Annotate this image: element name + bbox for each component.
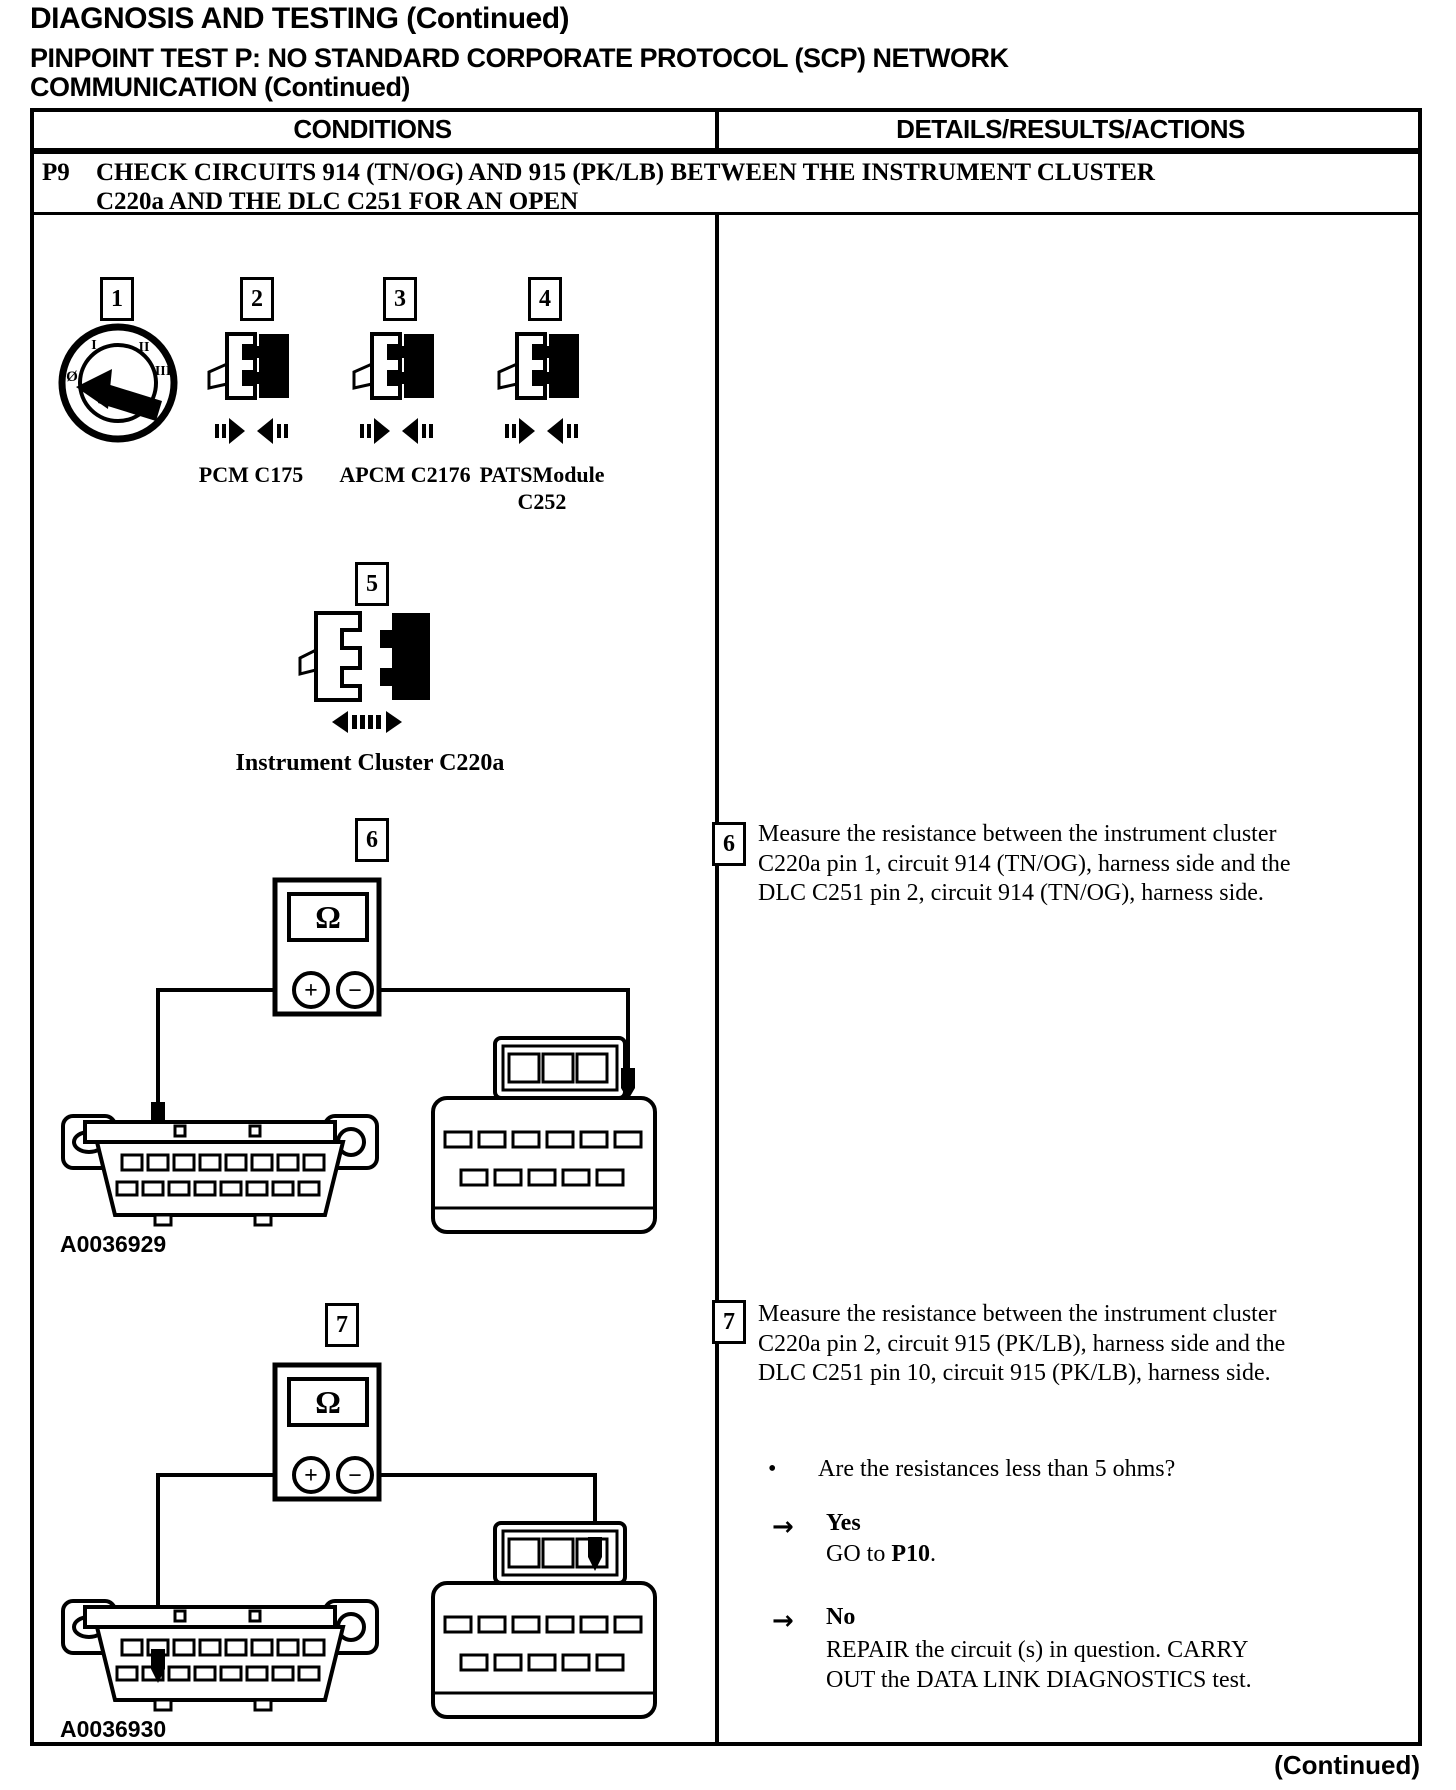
ignition-position-3: III bbox=[154, 364, 172, 379]
dlc-connector bbox=[63, 1601, 377, 1710]
continued-footer: (Continued) bbox=[1274, 1750, 1420, 1780]
pats-connector-label-line1: PATSModule bbox=[479, 462, 605, 487]
step-7-instruction: Measure the resistance between the instrument cluster C220a pin 2, circuit 915 (PK/LB), harness side and the DLC C251 pin 10, circuit 915 (PK/LB), harness side. bbox=[758, 1301, 1286, 1386]
question-bullet: • bbox=[768, 1456, 777, 1482]
cluster-connector bbox=[433, 1523, 655, 1717]
ignition-position-1: I bbox=[91, 338, 97, 353]
callout-4-pats: 4 bbox=[528, 277, 562, 321]
pats-connector-icon bbox=[497, 320, 587, 450]
minus-symbol: − bbox=[348, 978, 362, 1004]
minus-symbol: − bbox=[348, 1463, 362, 1489]
details-results-actions-header: DETAILS/RESULTS/ACTIONS bbox=[896, 114, 1245, 144]
yes-arrow-icon: → bbox=[772, 1512, 794, 1542]
figure-7-id: A0036930 bbox=[60, 1716, 167, 1742]
no-label: No bbox=[826, 1604, 856, 1630]
figure-6-id: A0036929 bbox=[60, 1231, 167, 1257]
ohm-symbol: Ω bbox=[315, 899, 341, 935]
pats-connector-label-line2: C252 bbox=[517, 489, 567, 514]
no-action: REPAIR the circuit (s) in question. CARRY OUT the DATA LINK DIAGNOSTICS test. bbox=[826, 1637, 1252, 1693]
yes-action-target: P10 bbox=[891, 1541, 931, 1567]
yes-action bbox=[826, 1541, 936, 1568]
callout-1-ignition: 1 bbox=[100, 277, 134, 321]
resistance-question: Are the resistances less than 5 ohms? bbox=[818, 1456, 1176, 1482]
ignition-position-off: Ø bbox=[66, 369, 78, 385]
cluster-connector bbox=[433, 1038, 655, 1232]
yes-action-suffix: . bbox=[930, 1541, 937, 1567]
callout-7-figure: 7 bbox=[325, 1303, 359, 1347]
no-arrow-icon: → bbox=[772, 1606, 794, 1636]
figure-7-resistance-measurement bbox=[25, 1355, 665, 1745]
figure-6-resistance-measurement bbox=[25, 870, 665, 1260]
pinpoint-test-subtitle: PINPOINT TEST P: NO STANDARD CORPORATE PROTOCOL (SCP) NETWORK COMMUNICATION (Continued) bbox=[30, 43, 1009, 102]
callout-6-figure: 6 bbox=[355, 818, 389, 862]
dlc-connector bbox=[63, 1116, 377, 1225]
step-7-number-box: 7 bbox=[712, 1300, 746, 1344]
yes-action-prefix: GO to bbox=[826, 1541, 892, 1567]
step-6-number-box: 6 bbox=[712, 822, 746, 866]
callout-3-apcm: 3 bbox=[383, 277, 417, 321]
pcm-connector-label: PCM C175 bbox=[198, 462, 304, 487]
callout-5-cluster: 5 bbox=[355, 562, 389, 606]
ignition-position-2: II bbox=[138, 340, 150, 355]
pcm-connector-icon bbox=[207, 320, 297, 450]
apcm-connector-icon bbox=[352, 320, 442, 450]
callout-2-pcm: 2 bbox=[240, 277, 274, 321]
ignition-switch-off-icon bbox=[56, 321, 182, 447]
test-step-row bbox=[42, 158, 1196, 216]
instrument-cluster-connector-label: Instrument Cluster C220a bbox=[235, 750, 505, 776]
page-title: DIAGNOSIS AND TESTING (Continued) bbox=[30, 2, 570, 35]
plus-symbol: + bbox=[304, 978, 318, 1004]
plus-symbol: + bbox=[304, 1463, 318, 1489]
apcm-connector-label: APCM C2176 bbox=[339, 462, 471, 487]
test-step-id: P9 bbox=[42, 159, 70, 186]
step-6-instruction: Measure the resistance between the instrument cluster C220a pin 1, circuit 914 (TN/OG), harness side and the DLC C251 pin 2, circuit 914 (TN/OG), harness side. bbox=[758, 821, 1291, 906]
body-column-divider bbox=[715, 215, 719, 1742]
header-underline bbox=[30, 148, 1422, 154]
cluster-disconnect-icon bbox=[298, 608, 438, 738]
conditions-header: CONDITIONS bbox=[293, 114, 452, 144]
test-step-title: CHECK CIRCUITS 914 (TN/OG) AND 915 (PK/LB) BETWEEN THE INSTRUMENT CLUSTER C220a AND THE DLC C251 FOR AN OPEN bbox=[96, 159, 1155, 215]
ignition-arrow-shaft bbox=[98, 383, 162, 421]
ohm-symbol: Ω bbox=[315, 1384, 341, 1420]
yes-label: Yes bbox=[826, 1510, 861, 1536]
